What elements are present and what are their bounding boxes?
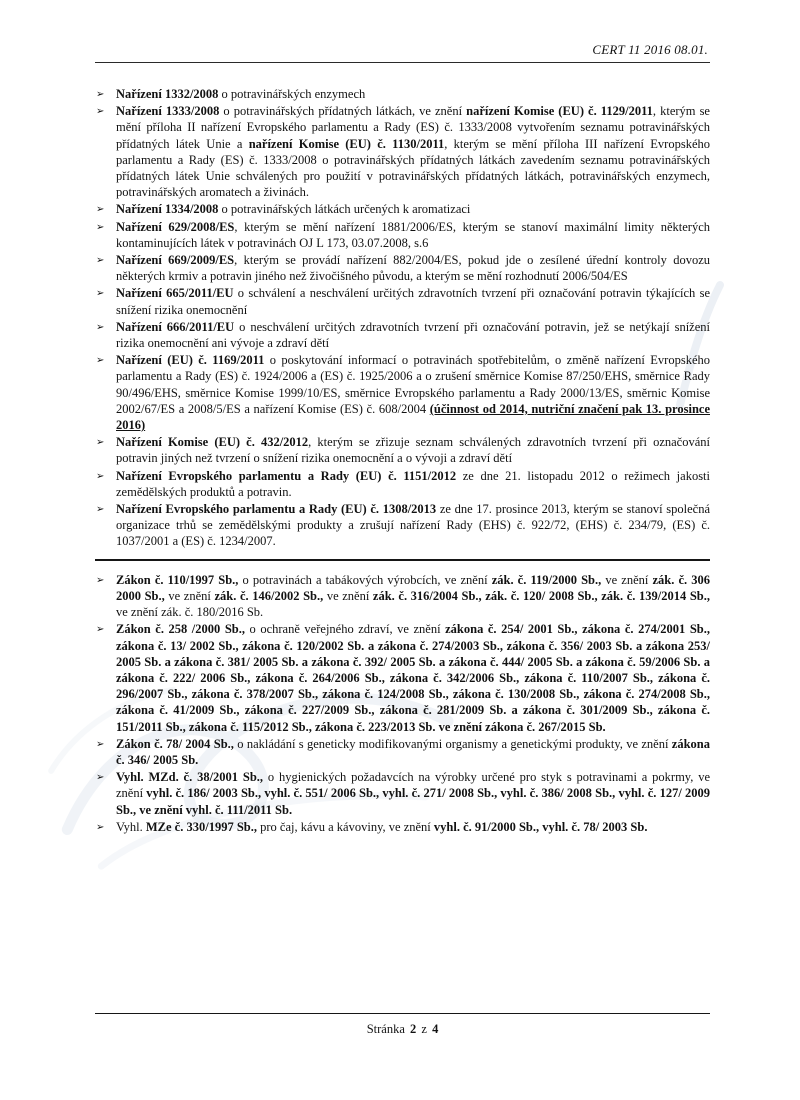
list-item-text: Zákon č. 78/ 2004 Sb., o nakládání s geneticky modifikovanými organismy a genetickými produkty, ve znění zákona č. 346/ 2005 Sb.	[116, 736, 710, 767]
list-item	[95, 468, 710, 500]
bullet-arrow-icon: ➢	[96, 772, 105, 784]
list-item	[95, 219, 710, 251]
header-divider	[95, 62, 710, 63]
bullet-arrow-icon: ➢	[96, 504, 105, 516]
list-item-text: Nařízení (EU) č. 1169/2011 o poskytování informací o potravinách spotřebitelům, o změně nařízení Evropského parlamentu a Rady (ES) č. 1924/2006 a (ES) č. 1925/2006 a o zrušení směrnice Komise 87/250/EHS, směrnice Rady 90/496/EHS, směrnice Komise 1999/10/ES, směrnice Evropského parlamentu a Rady 2000/13/ES, směrnic Komise 2002/67/ES a 2008/5/ES a nařízení Komise (ES) č. 608/2004 (účinnost od 2014, nutriční značení pak 13. prosince 2016)	[116, 353, 710, 433]
bullet-arrow-icon: ➢	[96, 355, 105, 367]
bullet-arrow-icon: ➢	[96, 221, 105, 233]
page-number-current: 2	[410, 1022, 417, 1036]
list-item	[95, 103, 710, 200]
list-item	[95, 352, 710, 433]
bullet-arrow-icon: ➢	[96, 738, 105, 750]
bullet-arrow-icon: ➢	[96, 437, 105, 449]
bullet-arrow-icon: ➢	[96, 288, 105, 300]
list-item-text: Nařízení 665/2011/EU o schválení a neschválení určitých zdravotních tvrzení při označování potravin týkajících se snížení rizika onemocnění	[116, 286, 710, 317]
bullet-arrow-icon: ➢	[96, 204, 105, 216]
list-item-text: Zákon č. 258 /2000 Sb., o ochraně veřejného zdraví, ve znění zákona č. 254/ 2001 Sb., zákona č. 274/2001 Sb., zákona č. 13/ 2002 Sb., zákona č. 120/2002 Sb. a zákona č. 274/2003 Sb., zákona č. 356/ 2003 Sb. a zákona 253/ 2005 Sb. a zákona č. 381/ 2005 Sb. a zákona č. 392/ 2005 Sb. a zákona č. 444/ 2005 Sb. a zákona č. 59/2006 Sb. a zákona č. 222/ 2006 Sb., zákona č. 264/2006 Sb., zákona č. 342/2006 Sb., zákona č. 110/2007 Sb., zákona č. 296/2007 Sb., zákona č. 378/2007 Sb., zákona č. 124/2008 Sb., zákona č. 130/2008 Sb., zákona č. 274/2008 Sb., zákona č. 41/2009 Sb., zákona č. 227/2009 Sb., zákona č. 281/2009 Sb. a zákona č. 301/2009 Sb., zákona č. 151/2011 Sb., zákona č. 115/2012 Sb., zákona č. 223/2013 Sb. ve znění zákona č. 267/2015 Sb.	[116, 622, 710, 734]
bullet-arrow-icon: ➢	[96, 821, 105, 833]
list-item-text: Nařízení 669/2009/ES, kterým se provádí nařízení 882/2004/ES, pokud jde o zesílené úřední kontroly dovozu některých krmiv a potravin jiného než živočišného původu, a kterým se mění rozhodnutí 2006/504/ES	[116, 253, 710, 284]
footer-divider	[95, 1013, 710, 1014]
list-item-text: Nařízení Komise (EU) č. 432/2012, kterým se zřizuje seznam schválených zdravotních tvrzení při označování potravin jiných než tvrzení o snížení rizika onemocnění a o vývoji a zdraví dětí	[116, 435, 710, 466]
list-item-text: Nařízení 666/2011/EU o neschválení určitých zdravotních tvrzení při označování potravin, jež se netýkají snížení rizika onemocnění ani vývoje a zdraví dětí	[116, 319, 710, 351]
list-item	[95, 319, 710, 351]
list-item	[95, 736, 710, 768]
bullet-arrow-icon: ➢	[96, 255, 105, 267]
bullet-arrow-icon: ➢	[96, 321, 105, 333]
document-body	[95, 86, 710, 836]
list-item-text: Nařízení 1333/2008 o potravinářských přídatných látkách, ve znění nařízení Komise (EU) č. 1129/2011, kterým se mění příloha II nařízení Evropského parlamentu a Rady (ES) č. 1333/2008 vytvořením seznamu potravinářských přídatných látek Unie a nařízení Komise (EU) č. 1130/2011, kterým se mění příloha III nařízení Evropského parlamentu a Rady (ES) č. 1333/2008 o potravinářských přídatných látkách zavedením seznamu potravinářských přídatných látek Unie schválených pro použití v potravinářských přídatných látkách, potravinářských enzymech, potravinářských aromatech a živinách.	[116, 104, 711, 200]
bullet-arrow-icon: ➢	[96, 106, 105, 118]
list-item	[95, 434, 710, 466]
list-item	[95, 572, 710, 621]
list-item	[95, 501, 710, 550]
bullet-arrow-icon: ➢	[96, 89, 105, 100]
page-number-conjunction: z	[421, 1022, 427, 1036]
regulation-list-eu	[95, 86, 710, 550]
document-reference: CERT 11 2016 08.01.	[592, 42, 708, 57]
page-number-prefix: Stránka	[366, 1022, 405, 1036]
bullet-arrow-icon: ➢	[96, 470, 105, 482]
bullet-arrow-icon: ➢	[96, 574, 105, 586]
page-number-total: 4	[432, 1022, 439, 1036]
list-item	[95, 621, 710, 734]
list-item	[95, 819, 710, 835]
list-item	[95, 252, 710, 284]
bullet-arrow-icon: ➢	[96, 624, 105, 636]
list-item-text: Vyhl. MZd. č. 38/2001 Sb., o hygienických požadavcích na výrobky určené pro styk s potravinami a pokrmy, ve znění vyhl. č. 186/ 2003 Sb., vyhl. č. 551/ 2006 Sb., vyhl. č. 271/ 2008 Sb., vyhl. č. 386/ 2008 Sb., vyhl. č. 127/ 2009 Sb., ve znění vyhl. č. 111/2011 Sb.	[116, 770, 710, 817]
section-divider	[95, 559, 710, 561]
list-item-text: Zákon č. 110/1997 Sb., o potravinách a tabákových výrobcích, ve znění zák. č. 119/2000 Sb., ve znění zák. č. 306 2000 Sb., ve znění zák. č. 146/2002 Sb., ve znění zák. č. 316/2004 Sb., zák. č. 120/ 2008 Sb., zák. č. 139/2014 Sb., ve znění zák. č. 180/2016 Sb.	[116, 572, 710, 620]
list-item	[95, 285, 710, 317]
list-item	[95, 201, 710, 217]
page-number	[95, 1022, 710, 1037]
list-item-text: Nařízení 1334/2008 o potravinářských látkách určených k aromatizaci	[116, 202, 471, 217]
list-item-text: Nařízení 1332/2008 o potravinářských enzymech	[116, 87, 366, 101]
list-item	[95, 86, 710, 102]
list-item	[95, 769, 710, 818]
list-item-text: Nařízení 629/2008/ES, kterým se mění nařízení 1881/2006/ES, kterým se stanoví maximální limity některých kontaminujících látek v potravinách OJ L 173, 03.07.2008, s.6	[116, 219, 710, 250]
list-item-text: Vyhl. MZe č. 330/1997 Sb., pro čaj, kávu a kávoviny, ve znění vyhl. č. 91/2000 Sb., vyhl. č. 78/ 2003 Sb.	[116, 819, 648, 834]
list-item-text: Nařízení Evropského parlamentu a Rady (EU) č. 1151/2012 ze dne 21. listopadu 2012 o režimech jakosti zemědělských produktů a potravin.	[116, 468, 710, 499]
regulation-list-national	[95, 572, 710, 835]
list-item-text: Nařízení Evropského parlamentu a Rady (EU) č. 1308/2013 ze dne 17. prosince 2013, kterým se stanoví společná organizace trhů se zemědělskými produkty a zrušují nařízení Rady (EHS) č. 922/72, (EHS) č. 234/79, (ES) č. 1037/2001 a (ES) č. 1234/2007.	[116, 502, 710, 549]
